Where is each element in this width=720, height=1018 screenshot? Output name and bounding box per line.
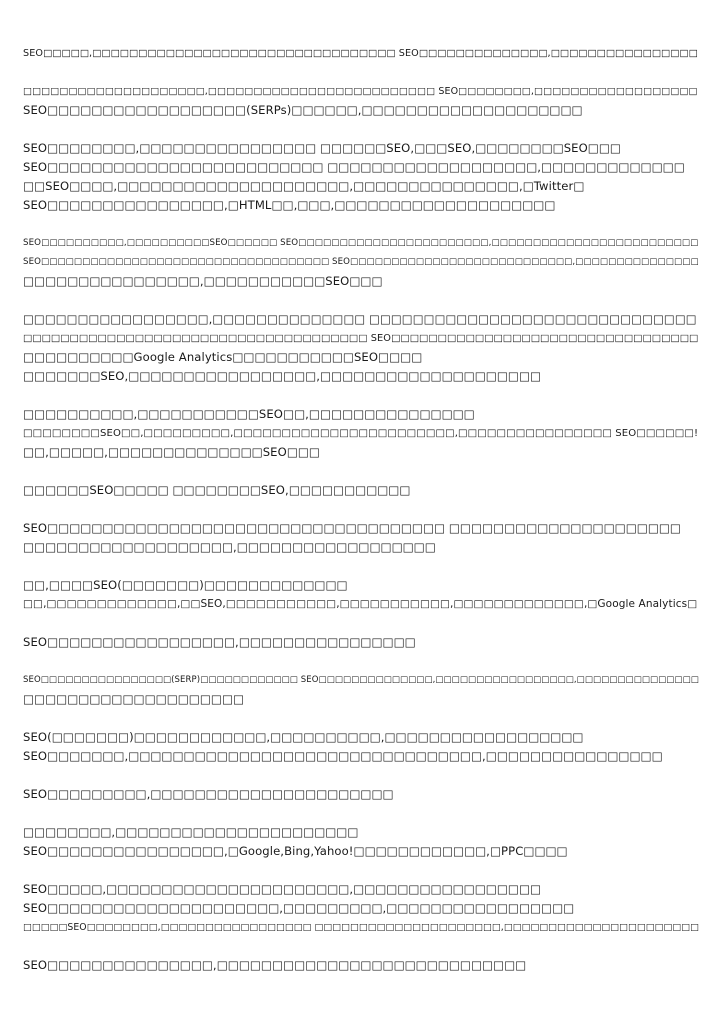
paragraph <box>23 823 697 861</box>
paragraph <box>23 82 697 120</box>
paragraph <box>23 44 697 63</box>
text-line: □□□□□□□□,□□□□□□□□□□□□□□□□□□□□□□ <box>23 825 359 839</box>
text-line: SEO□□□□□,□□□□□□□□□□□□□□□□□□□□□□□□□□□□□□□□□ SEO□□□□□□□□□□□□□□,□□□□□□□□□□□□□□□□ <box>23 48 698 59</box>
text-line: □□,□□□□□,□□□□□□□□□□□□□□SEO□□□ <box>23 445 320 459</box>
paragraph <box>23 956 697 975</box>
paragraph <box>23 139 697 215</box>
paragraph <box>23 633 697 652</box>
text-line: □□□□□□□□□□□□□□□□□,□□□□□□□□□□□□□□ □□□□□□□□□□□□□□□□□□□□□□□□□□□□□□ <box>23 312 697 326</box>
paragraph <box>23 481 697 500</box>
paragraph <box>23 728 697 766</box>
text-line: □□□□□□SEO□□□□□ □□□□□□□□SEO,□□□□□□□□□□□ <box>23 483 411 497</box>
text-line: SEO□□□□□□□,□□□□□□□□□□□□□□□□□□□□□□□□□□□□□□□□,□□□□□□□□□□□□□□□□ <box>23 749 663 763</box>
paragraph <box>23 671 697 709</box>
text-line: □□,□□□□□□□□□□□□□,□□SEO,□□□□□□□□□□□,□□□□□□□□□□□,□□□□□□□□□□□□□,□Google Analytics□ <box>23 598 698 610</box>
text-line: SEO□□□□□□□□□□□□□□□□,□HTML□□,□□□,□□□□□□□□□□□□□□□□□□□□ <box>23 198 556 212</box>
paragraph <box>23 880 697 937</box>
text-line: □□□□□□□□SEO□□,□□□□□□□□□,□□□□□□□□□□□□□□□□□□□□□□□,□□□□□□□□□□□□□□□□ SEO□□□□□□! <box>23 428 699 439</box>
text-line: SEO□□□□□□□□□□□□□□□□,□Google,Bing,Yahoo!□□□□□□□□□□□□,□PPC□□□□ <box>23 844 568 858</box>
text-line: □□SEO□□□□,□□□□□□□□□□□□□□□□□□□□□,□□□□□□□□□□□□□□□,□Twitter□ <box>23 179 585 193</box>
paragraph <box>23 310 697 386</box>
document-body <box>23 44 697 994</box>
text-line: SEO□□□□□□□□□□□□□□□,□□□□□□□□□□□□□□□□□□□□□□□□□□□□ <box>23 958 527 972</box>
text-line: □□□□□□□□□□,□□□□□□□□□□□SEO□□,□□□□□□□□□□□□□□□ <box>23 407 475 421</box>
text-line: SEO□□□□□□□□□□□□□□□□□□□□□,□□□□□□□□□,□□□□□□□□□□□□□□□□□ <box>23 901 575 915</box>
text-line: SEO□□□□□□□□□□□□□□□□□□□□□□□□□□□□□□□□□□□□ □□□□□□□□□□□□□□□□□□□□□ <box>23 521 681 535</box>
text-line: □□□□□□□□□□□□□□□□□□□□ <box>23 692 245 706</box>
text-line: □□□□□□□□□□□□□□□□,□□□□□□□□□□□SEO□□□ <box>23 274 383 288</box>
text-line: SEO□□□□□□□□□□□□□□□□(SERP)□□□□□□□□□□□□ SEO□□□□□□□□□□□□□□,□□□□□□□□□□□□□□□□□,□□□□□□□□□□□□□□□ <box>23 675 699 685</box>
text-line: SEO□□□□□□□□□□□□□□□□□□(SERPs)□□□□□□,□□□□□□□□□□□□□□□□□□□□ <box>23 103 583 117</box>
text-line: SEO□□□□□□□□,□□□□□□□□□□□□□□□□ □□□□□□SEO,□□□SEO,□□□□□□□□SEO□□□ <box>23 141 621 155</box>
text-line: □□□□□□□□□□□□□□□□□□□□,□□□□□□□□□□□□□□□□□□□□□□□□□ SEO□□□□□□□□,□□□□□□□□□□□□□□□□□□ <box>23 86 698 97</box>
paragraph <box>23 576 697 614</box>
text-line: SEO(□□□□□□□)□□□□□□□□□□□□,□□□□□□□□□□,□□□□□□□□□□□□□□□□□□ <box>23 730 584 744</box>
text-line: □□□□□□□□□□Google Analytics□□□□□□□□□□□SEO□□□□ <box>23 350 423 364</box>
paragraph <box>23 234 697 291</box>
text-line: SEO□□□□□□□□□,□□□□□□□□□□□□□□□□□□□□□□ <box>23 787 394 801</box>
text-line: □□□□□□□□□□□□□□□□□□□□□□□□□□□□□□□□□□□□□ SEO□□□□□□□□□□□□□□□□□□□□□□□□□□□□□□□□□ <box>23 333 699 344</box>
text-line: SEO□□□□□□□□□□□□□□□□□□□□□□□□□□□□□□□□□□□ SEO□□□□□□□□□□□□□□□□□□□□□□□□□□□,□□□□□□□□□□□□□□□ <box>23 257 699 267</box>
text-line: □□□□□SEO□□□□□□□□,□□□□□□□□□□□□□□□□□ □□□□□□□□□□□□□□□□□□□□□,□□□□□□□□□□□□□□□□□□□□□□ <box>23 922 699 933</box>
text-line: □□□□□□□SEO,□□□□□□□□□□□□□□□□□,□□□□□□□□□□□□□□□□□□□□ <box>23 369 542 383</box>
paragraph <box>23 405 697 462</box>
text-line: SEO□□□□□,□□□□□□□□□□□□□□□□□□□□□□,□□□□□□□□□□□□□□□□□ <box>23 882 542 896</box>
text-line: SEO□□□□□□□□□□,□□□□□□□□□□SEO□□□□□□ SEO□□□□□□□□□□□□□□□□□□□□□□□,□□□□□□□□□□□□□□□□□□□□□□□□□ <box>23 238 699 248</box>
text-line: SEO□□□□□□□□□□□□□□□□□□□□□□□□□ □□□□□□□□□□□□□□□□□□□,□□□□□□□□□□□□□ <box>23 160 685 174</box>
paragraph <box>23 519 697 557</box>
text-line: □□,□□□□SEO(□□□□□□□)□□□□□□□□□□□□□ <box>23 578 348 592</box>
text-line: SEO□□□□□□□□□□□□□□□□□,□□□□□□□□□□□□□□□□ <box>23 635 416 649</box>
text-line: □□□□□□□□□□□□□□□□□□□,□□□□□□□□□□□□□□□□□□ <box>23 540 436 554</box>
paragraph <box>23 785 697 804</box>
